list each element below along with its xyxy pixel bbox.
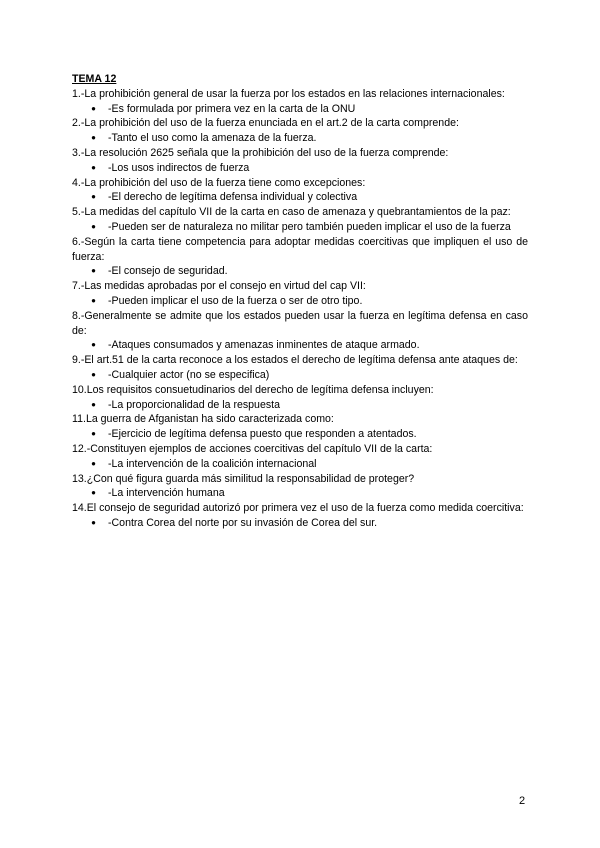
question-text: 8.-Generalmente se admite que los estados pueden usar la fuerza en legítima defensa en caso de: xyxy=(72,309,528,337)
question-text: 4.-La prohibición del uso de la fuerza tiene como excepciones: xyxy=(72,176,366,189)
bullet-icon: ● xyxy=(91,458,96,468)
answer-list-item xyxy=(72,457,528,472)
answer-list-item xyxy=(72,220,528,235)
bullet-icon: ● xyxy=(91,295,96,305)
bullet-icon: ● xyxy=(91,221,96,231)
bullet-icon: ● xyxy=(91,429,96,439)
bullet-icon: ● xyxy=(91,103,96,113)
question-text: 1.-La prohibición general de usar la fuerza por los estados en las relaciones internacionales: xyxy=(72,87,505,100)
bullet-icon: ● xyxy=(91,369,96,379)
answer-list-item xyxy=(72,161,528,176)
answer-list-item xyxy=(72,131,528,146)
bullet-icon: ● xyxy=(91,266,96,276)
bullet-icon: ● xyxy=(91,399,96,409)
answer-text: -Tanto el uso como la amenaza de la fuerza. xyxy=(108,132,317,145)
answer-text: -La proporcionalidad de la respuesta xyxy=(108,398,280,411)
answer-list-item xyxy=(72,486,528,501)
question-text: 13.¿Con qué figura guarda más similitud la responsabilidad de proteger? xyxy=(72,472,415,485)
document-page xyxy=(72,72,528,531)
answer-text: -Los usos indirectos de fuerza xyxy=(108,161,250,174)
answer-list-item xyxy=(72,264,528,279)
answer-text: -Contra Corea del norte por su invasión de Corea del sur. xyxy=(108,516,378,529)
answer-list-item xyxy=(72,102,528,117)
answer-list-item xyxy=(72,294,528,309)
answer-list-item xyxy=(72,368,528,383)
question-text: 3.-La resolución 2625 señala que la prohibición del uso de la fuerza comprende: xyxy=(72,146,449,159)
answer-text: -Ejercicio de legítima defensa puesto que responden a atentados. xyxy=(108,428,417,441)
bullet-icon: ● xyxy=(91,517,96,527)
bullet-icon: ● xyxy=(91,488,96,498)
question-text: 14.El consejo de seguridad autorizó por primera vez el uso de la fuerza como medida coercitiva: xyxy=(72,502,524,515)
question-text: 2.-La prohibición del uso de la fuerza enunciada en el art.2 de la carta comprende: xyxy=(72,117,459,130)
answer-text: -El derecho de legítima defensa individual y colectiva xyxy=(108,191,358,204)
question-text: 7.-Las medidas aprobadas por el consejo en virtud del cap VII: xyxy=(72,280,366,293)
document-title: TEMA 12 xyxy=(72,73,117,85)
bullet-icon: ● xyxy=(91,340,96,350)
question-text: 5.-La medidas del capítulo VII de la carta en caso de amenaza y quebrantamientos de la paz: xyxy=(72,206,511,219)
bullet-icon: ● xyxy=(91,162,96,172)
answer-text: -Cualquier actor (no se especifica) xyxy=(108,368,270,381)
question-text: 10.Los requisitos consuetudinarios del derecho de legítima defensa incluyen: xyxy=(72,383,434,396)
question-text: 9.-El art.51 de la carta reconoce a los estados el derecho de legítima defensa ante ataques de: xyxy=(72,354,518,367)
answer-list-item xyxy=(72,338,528,353)
answer-text: -Pueden implicar el uso de la fuerza o ser de otro tipo. xyxy=(108,294,363,307)
page-number: 2 xyxy=(519,795,526,807)
answer-text: -El consejo de seguridad. xyxy=(108,265,228,278)
answer-text: -La intervención de la coalición internacional xyxy=(108,457,317,470)
question-list xyxy=(72,87,528,531)
answer-text: -Es formulada por primera vez en la carta de la ONU xyxy=(108,102,356,115)
answer-text: -La intervención humana xyxy=(108,487,225,500)
answer-list-item xyxy=(72,427,528,442)
answer-list-item xyxy=(72,516,528,531)
bullet-icon: ● xyxy=(91,133,96,143)
answer-text: -Ataques consumados y amenazas inminentes de ataque armado. xyxy=(108,339,420,352)
answer-list-item xyxy=(72,190,528,205)
answer-text: -Pueden ser de naturaleza no militar pero también pueden implicar el uso de la fuerza xyxy=(108,220,511,233)
question-text: 12.-Constituyen ejemplos de acciones coercitivas del capítulo VII de la carta: xyxy=(72,442,433,455)
question-text: 11.La guerra de Afganistan ha sido caracterizada como: xyxy=(72,413,334,426)
question-text: 6.-Según la carta tiene competencia para adoptar medidas coercitivas que impliquen el uso de fuerza: xyxy=(72,235,528,263)
bullet-icon: ● xyxy=(91,192,96,202)
answer-list-item xyxy=(72,398,528,413)
